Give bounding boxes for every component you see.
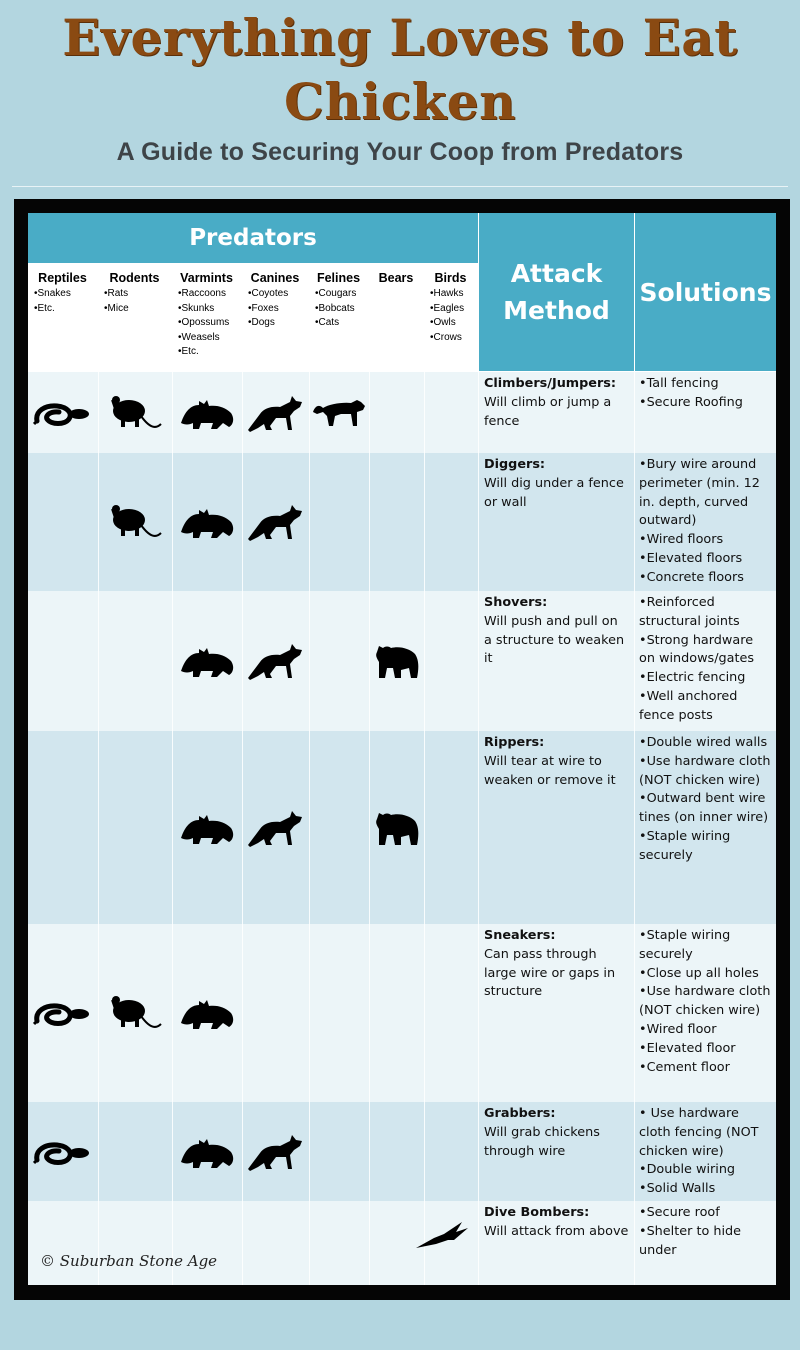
attack-method-description: Will grab chickens through wire xyxy=(484,1124,600,1159)
column-divider xyxy=(424,453,425,591)
column-divider xyxy=(369,1201,370,1285)
category-item: • Raccoons xyxy=(178,287,241,302)
solution-item: • Electric fencing xyxy=(639,669,773,688)
category-item: • Mice xyxy=(104,302,171,317)
cougar-icon xyxy=(311,396,367,434)
category-name: Rodents xyxy=(109,271,160,285)
attack-method-name: Dive Bombers: xyxy=(484,1205,590,1220)
rat-icon xyxy=(107,994,163,1036)
column-divider xyxy=(172,1102,173,1201)
column-divider xyxy=(634,591,635,731)
solutions-cell xyxy=(639,453,773,594)
solutions-cell xyxy=(639,731,773,927)
attack-method-description: Will dig under a fence or wall xyxy=(484,475,624,510)
category-item: • Foxes xyxy=(248,302,308,317)
solution-item: • Staple wiring securely xyxy=(639,927,773,965)
attack-method-name: Climbers/Jumpers: xyxy=(484,376,617,391)
column-divider xyxy=(172,1201,173,1285)
attack-method-cell xyxy=(484,372,629,456)
column-divider xyxy=(424,1102,425,1201)
category-item: • Etc. xyxy=(34,302,97,317)
solution-item: • Strong hardware on windows/gates xyxy=(639,632,773,670)
table-row xyxy=(28,1102,776,1201)
solution-item: • Cement floor xyxy=(639,1059,773,1078)
table-row xyxy=(28,591,776,731)
column-divider xyxy=(242,372,243,453)
column-divider xyxy=(172,591,173,731)
column-divider xyxy=(309,1102,310,1201)
column-divider xyxy=(98,372,99,453)
attack-method-name: Grabbers: xyxy=(484,1106,556,1121)
column-divider xyxy=(369,591,370,731)
category-item: • Weasels xyxy=(178,331,241,346)
category-reptiles xyxy=(28,265,97,371)
raccoon-icon xyxy=(177,995,237,1035)
column-divider xyxy=(634,1201,635,1285)
attack-method-cell xyxy=(484,924,629,1105)
raccoon-icon xyxy=(177,395,237,435)
category-item: • Bobcats xyxy=(315,302,368,317)
attack-method-description: Will tear at wire to weaken or remove it xyxy=(484,753,616,788)
page-title-line1: Everything Loves to Eat xyxy=(62,8,738,67)
column-divider xyxy=(369,1102,370,1201)
category-bears xyxy=(369,265,423,371)
table-row xyxy=(28,372,776,453)
column-divider xyxy=(309,1201,310,1285)
solution-item: • Use hardware cloth (NOT chicken wire) xyxy=(639,983,773,1021)
raccoon-icon xyxy=(177,810,237,850)
category-item: • Dogs xyxy=(248,316,308,331)
category-item: • Eagles xyxy=(430,302,477,317)
page-title-line2: Chicken xyxy=(284,72,516,131)
attack-header-line1: Attack xyxy=(510,259,603,288)
column-divider xyxy=(369,372,370,453)
column-divider xyxy=(478,591,479,731)
solution-item: • Well anchored fence posts xyxy=(639,688,773,726)
column-divider xyxy=(424,591,425,731)
column-divider xyxy=(424,924,425,1102)
solution-item: • Double wiring xyxy=(639,1161,773,1180)
column-divider xyxy=(309,924,310,1102)
attack-method-cell xyxy=(484,1102,629,1204)
attack-method-description: Will attack from above xyxy=(484,1223,629,1239)
column-divider xyxy=(172,924,173,1102)
attack-method-cell xyxy=(484,1201,629,1288)
category-felines xyxy=(309,265,368,371)
solution-item: • Secure Roofing xyxy=(639,394,773,413)
predators-header: Predators xyxy=(28,213,478,263)
bear-icon xyxy=(373,642,421,684)
category-name: Canines xyxy=(250,271,300,285)
category-name: Felines xyxy=(316,271,361,285)
rat-icon xyxy=(107,503,163,545)
bear-icon xyxy=(373,809,421,851)
column-divider xyxy=(242,591,243,731)
column-divider xyxy=(172,453,173,591)
solution-item: • Shelter to hide under xyxy=(639,1223,773,1261)
category-birds xyxy=(424,265,477,371)
category-item: • Etc. xyxy=(178,345,241,360)
snake-icon xyxy=(33,397,93,433)
column-divider xyxy=(309,731,310,924)
solution-item: • Bury wire around perimeter (min. 12 in. depth, curved outward) xyxy=(639,456,773,531)
category-name: Birds xyxy=(434,271,467,285)
table-row xyxy=(28,1201,776,1285)
attack-method-name: Sneakers: xyxy=(484,928,556,943)
column-divider xyxy=(424,372,425,453)
column-divider xyxy=(242,1201,243,1285)
column-divider xyxy=(634,731,635,924)
fox-icon xyxy=(246,503,306,545)
column-divider xyxy=(478,924,479,1102)
category-item: • Hawks xyxy=(430,287,477,302)
fox-icon xyxy=(246,1133,306,1175)
category-item: • Opossums xyxy=(178,316,241,331)
rat-icon xyxy=(107,394,163,436)
category-item: • Cougars xyxy=(315,287,368,302)
attack-method-header xyxy=(479,213,634,371)
snake-icon xyxy=(33,997,93,1033)
solutions-cell xyxy=(639,1201,773,1288)
category-name: Reptiles xyxy=(38,271,87,285)
snake-icon xyxy=(33,1136,93,1172)
solutions-cell xyxy=(639,924,773,1105)
column-divider xyxy=(172,372,173,453)
column-divider xyxy=(242,924,243,1102)
column-divider xyxy=(98,924,99,1102)
table-row xyxy=(28,924,776,1102)
attack-method-name: Shovers: xyxy=(484,595,548,610)
raccoon-icon xyxy=(177,643,237,683)
solution-item: • Elevated floor xyxy=(639,1040,773,1059)
copyright-text: © Suburban Stone Age xyxy=(40,1252,218,1270)
column-divider xyxy=(98,453,99,591)
attack-method-cell xyxy=(484,591,629,734)
column-divider xyxy=(98,591,99,731)
category-item: • Snakes xyxy=(34,287,97,302)
solutions-cell xyxy=(639,591,773,734)
attack-method-description: Will push and pull on a structure to weaken it xyxy=(484,613,625,667)
solution-item: • Outward bent wire tines (on inner wire) xyxy=(639,790,773,828)
solution-item: • Wired floor xyxy=(639,1021,773,1040)
solutions-cell xyxy=(639,372,773,456)
attack-header-line2: Method xyxy=(503,296,610,325)
column-divider xyxy=(478,731,479,924)
column-divider xyxy=(634,372,635,453)
hawk-icon xyxy=(414,1220,470,1254)
column-divider xyxy=(98,1102,99,1201)
attack-method-name: Rippers: xyxy=(484,735,545,750)
column-divider xyxy=(369,453,370,591)
category-varmints xyxy=(172,265,241,371)
solutions-header: Solutions xyxy=(635,213,776,371)
category-name: Bears xyxy=(378,271,414,285)
category-item: • Rats xyxy=(104,287,171,302)
column-divider xyxy=(634,453,635,591)
column-divider xyxy=(309,591,310,731)
divider xyxy=(12,186,788,187)
fox-icon xyxy=(246,809,306,851)
column-divider xyxy=(309,372,310,453)
page-subtitle: A Guide to Securing Your Coop from Predators xyxy=(116,138,684,166)
column-divider xyxy=(634,1102,635,1201)
attack-method-description: Will climb or jump a fence xyxy=(484,394,612,429)
category-item: • Cats xyxy=(315,316,368,331)
solution-item: • Staple wiring securely xyxy=(639,828,773,866)
category-rodents xyxy=(98,265,171,371)
column-divider xyxy=(369,731,370,924)
solution-item: • Reinforced structural joints xyxy=(639,594,773,632)
attack-method-description: Can pass through large wire or gaps in structure xyxy=(484,946,616,1000)
solution-item: • Use hardware cloth (NOT chicken wire) xyxy=(639,753,773,791)
predator-table xyxy=(28,213,776,1285)
column-divider xyxy=(98,731,99,924)
column-divider xyxy=(242,453,243,591)
column-divider xyxy=(424,731,425,924)
category-item: • Coyotes xyxy=(248,287,308,302)
category-item: • Skunks xyxy=(178,302,241,317)
column-divider xyxy=(478,453,479,591)
solutions-cell xyxy=(639,1102,773,1204)
raccoon-icon xyxy=(177,504,237,544)
attack-method-cell xyxy=(484,731,629,927)
table-row xyxy=(28,731,776,924)
category-canines xyxy=(242,265,308,371)
solution-item: • Close up all holes xyxy=(639,965,773,984)
solution-item: • Wired floors xyxy=(639,531,773,550)
column-divider xyxy=(369,924,370,1102)
category-item: • Crows xyxy=(430,331,477,346)
column-divider xyxy=(309,453,310,591)
attack-method-cell xyxy=(484,453,629,594)
attack-method-name: Diggers: xyxy=(484,457,546,472)
solution-item: • Elevated floors xyxy=(639,550,773,569)
solution-item: • Solid Walls xyxy=(639,1180,773,1199)
column-divider xyxy=(98,1201,99,1285)
solution-item: • Secure roof xyxy=(639,1204,773,1223)
category-item: • Owls xyxy=(430,316,477,331)
column-divider xyxy=(242,731,243,924)
solution-item: • Double wired walls xyxy=(639,734,773,753)
column-divider xyxy=(478,1201,479,1285)
solution-item: • Tall fencing xyxy=(639,375,773,394)
fox-icon xyxy=(246,394,306,436)
solution-item: • Use hardware cloth fencing (NOT chicken wire) xyxy=(639,1105,773,1161)
raccoon-icon xyxy=(177,1134,237,1174)
category-name: Varmints xyxy=(180,271,233,285)
fox-icon xyxy=(246,642,306,684)
column-divider xyxy=(242,1102,243,1201)
table-row xyxy=(28,453,776,591)
column-divider xyxy=(634,924,635,1102)
solution-item: • Concrete floors xyxy=(639,569,773,588)
column-divider xyxy=(478,372,479,453)
column-divider xyxy=(172,731,173,924)
column-divider xyxy=(478,1102,479,1201)
